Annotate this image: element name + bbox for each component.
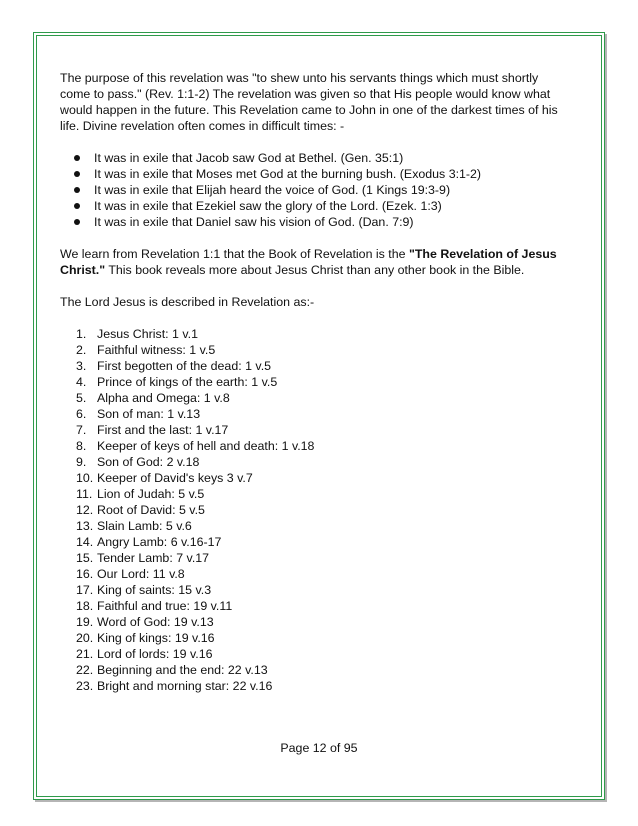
exile-bullet-list (60, 150, 570, 230)
list-item (60, 614, 570, 630)
list-item-number: 13. (76, 519, 94, 533)
list-item-text: Word of God: 19 v.13 (97, 615, 214, 629)
list-item (60, 358, 570, 374)
titles-numbered-list (60, 326, 570, 694)
list-item (60, 326, 570, 342)
list-item (60, 502, 570, 518)
list-item-text: Jesus Christ: 1 v.1 (97, 327, 198, 341)
list-item-text: Bright and morning star: 22 v.16 (97, 679, 273, 693)
emphasized-title: "The Revelation of Jesus Christ." (60, 247, 557, 277)
list-item-number: 7. (76, 423, 87, 437)
list-item-number: 16. (76, 567, 94, 581)
list-item-number: 14. (76, 535, 94, 549)
bullet-icon (74, 171, 80, 177)
list-item (60, 374, 570, 390)
bullet-icon (74, 219, 80, 225)
list-item (60, 438, 570, 454)
list-item (60, 470, 570, 486)
list-item-text: Prince of kings of the earth: 1 v.5 (97, 375, 278, 389)
list-item-text: Lord of lords: 19 v.16 (97, 647, 213, 661)
list-item-number: 23. (76, 679, 94, 693)
list-item-text: Keeper of David's keys 3 v.7 (97, 471, 253, 485)
revelation-paragraph: We learn from Revelation 1:1 that the Book of Revelation is the "The Revelation of Jesus Christ." This book reveals more about Jesus Christ than any other book in the Bible. (60, 247, 557, 277)
list-item (60, 486, 570, 502)
list-item-text: Lion of Judah: 5 v.5 (97, 487, 205, 501)
list-item-text: Slain Lamb: 5 v.6 (97, 519, 192, 533)
list-item-text: Root of David: 5 v.5 (97, 503, 205, 517)
list-item-text: Beginning and the end: 22 v.13 (97, 663, 268, 677)
bullet-item: It was in exile that Elijah heard the voice of God. (1 Kings 19:3-9) (60, 182, 570, 198)
list-item-number: 11. (76, 487, 93, 501)
list-item-text: Our Lord: 11 v.8 (97, 567, 185, 581)
list-item-number: 21. (76, 647, 94, 661)
list-item-text: King of saints: 15 v.3 (97, 583, 212, 597)
list-item (60, 342, 570, 358)
list-item-number: 18. (76, 599, 94, 613)
list-item-text: Keeper of keys of hell and death: 1 v.18 (97, 439, 315, 453)
list-item-text: Angry Lamb: 6 v.16-17 (97, 535, 222, 549)
list-item-number: 12. (76, 503, 94, 517)
bullet-icon (74, 155, 80, 161)
list-item-number: 19. (76, 615, 94, 629)
list-item (60, 390, 570, 406)
bullet-item: It was in exile that Ezekiel saw the glory of the Lord. (Ezek. 1:3) (60, 198, 570, 214)
list-item (60, 662, 570, 678)
list-item-text: Faithful witness: 1 v.5 (97, 343, 216, 357)
list-item (60, 518, 570, 534)
list-item-text: Faithful and true: 19 v.11 (97, 599, 233, 613)
list-item-number: 20. (76, 631, 94, 645)
bullet-item: It was in exile that Moses met God at the burning bush. (Exodus 3:1-2) (60, 166, 570, 182)
list-item (60, 582, 570, 598)
list-item-number: 6. (76, 407, 87, 421)
list-item (60, 630, 570, 646)
list-item-number: 15. (76, 551, 94, 565)
list-item-text: Alpha and Omega: 1 v.8 (97, 391, 230, 405)
list-item (60, 598, 570, 614)
bullet-icon (74, 187, 80, 193)
list-item (60, 422, 570, 438)
list-item (60, 454, 570, 470)
list-item (60, 406, 570, 422)
list-item-text: First begotten of the dead: 1 v.5 (97, 359, 272, 373)
titles-intro: The Lord Jesus is described in Revelation as:- (60, 295, 315, 309)
list-item-number: 2. (76, 343, 87, 357)
page-number: Page 12 of 95 (280, 741, 358, 755)
list-item-number: 9. (76, 455, 87, 469)
list-item-number: 17. (76, 583, 94, 597)
list-item (60, 534, 570, 550)
page-content (60, 70, 570, 694)
list-item (60, 678, 570, 694)
list-item-number: 1. (76, 327, 87, 341)
list-item-text: Son of God: 2 v.18 (97, 455, 200, 469)
list-item (60, 646, 570, 662)
bullet-icon (74, 203, 80, 209)
list-item (60, 550, 570, 566)
bullet-item: It was in exile that Jacob saw God at Bethel. (Gen. 35:1) (60, 150, 570, 166)
intro-paragraph: The purpose of this revelation was "to shew unto his servants things which must shortly come to pass." (Rev. 1:1-2) The revelation was given so that His people would know what would happen in the future. This Revelation came to John in one of the darkest times of his life. Divine revelation often comes in difficult times: - (60, 71, 558, 133)
list-item-text: First and the last: 1 v.17 (97, 423, 229, 437)
list-item-number: 5. (76, 391, 87, 405)
list-item-text: King of kings: 19 v.16 (97, 631, 215, 645)
list-item-text: Son of man: 1 v.13 (97, 407, 201, 421)
list-item-number: 3. (76, 359, 87, 373)
list-item-number: 8. (76, 439, 87, 453)
list-item-number: 22. (76, 663, 94, 677)
list-item-number: 4. (76, 375, 87, 389)
bullet-item: It was in exile that Daniel saw his vision of God. (Dan. 7:9) (60, 214, 570, 230)
list-item-text: Tender Lamb: 7 v.17 (97, 551, 210, 565)
list-item (60, 566, 570, 582)
list-item-number: 10. (76, 471, 94, 485)
